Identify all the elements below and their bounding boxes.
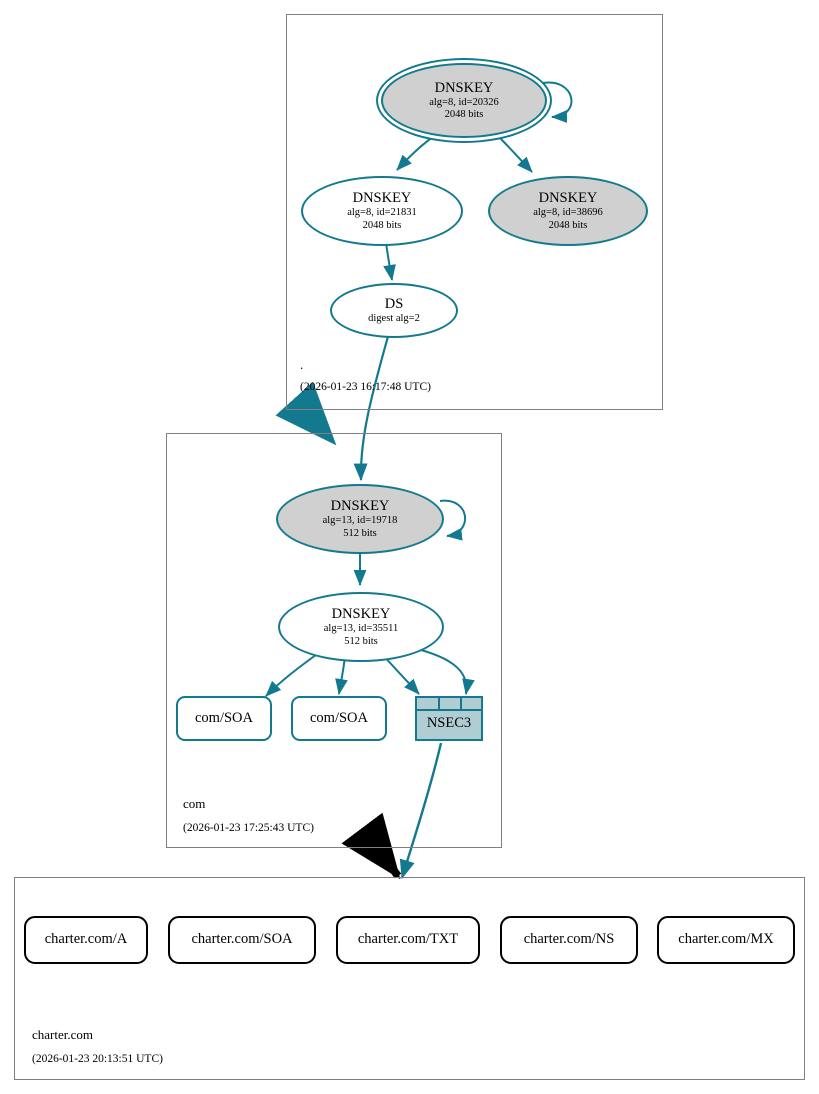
node-title: charter.com/TXT (357, 931, 459, 948)
node-subtitle: alg=8, id=20326 (429, 96, 499, 108)
node-subtitle: alg=13, id=19718 (322, 515, 398, 527)
node-keysize: 2048 bits (362, 219, 402, 231)
node-rrset-charter-txt[interactable] (336, 916, 480, 964)
node-dnskey-com-ksk-19718[interactable] (276, 484, 444, 554)
node-keysize: 2048 bits (444, 109, 484, 121)
node-rrset-com-soa-1[interactable] (176, 696, 272, 741)
node-title: charter.com/A (44, 931, 128, 948)
node-title: charter.com/MX (678, 931, 774, 948)
node-dnskey-com-zsk-35511[interactable] (278, 592, 444, 662)
zone-date-root: (2026-01-23 16:17:48 UTC) (300, 381, 431, 393)
node-title: charter.com/SOA (191, 931, 293, 948)
node-dnskey-root-zsk-38696[interactable] (488, 176, 648, 246)
node-title: DNSKEY (331, 606, 391, 623)
node-ds-root[interactable] (330, 283, 458, 338)
node-keysize: 512 bits (343, 527, 377, 539)
node-subtitle: alg=13, id=35511 (323, 623, 399, 635)
zone-label-com: com (183, 796, 206, 811)
node-title: NSEC3 (426, 714, 472, 731)
node-title: DS (384, 295, 404, 312)
node-title: com/SOA (195, 709, 253, 726)
node-keysize: 512 bits (344, 635, 378, 647)
node-dnskey-root-ksk-20326[interactable] (381, 63, 547, 138)
zone-date-charter: (2026-01-23 20:13:51 UTC) (32, 1053, 163, 1065)
zone-date-com: (2026-01-23 17:25:43 UTC) (183, 822, 314, 834)
node-rrset-charter-a[interactable] (24, 916, 148, 964)
node-title: charter.com/NS (523, 931, 615, 948)
zone-label-root: . (300, 357, 304, 372)
nsec3-bitmap-strip (417, 698, 481, 711)
node-dnskey-root-zsk-21831[interactable] (301, 176, 463, 246)
edge-com-zone-to-charter-zone (377, 848, 398, 876)
node-title: DNSKEY (352, 190, 412, 207)
node-subtitle: alg=8, id=38696 (533, 207, 603, 219)
zone-label-charter: charter.com (32, 1027, 93, 1042)
zone-box-charter (14, 877, 805, 1080)
node-subtitle: digest alg=2 (368, 312, 420, 324)
node-nsec3-com[interactable] (415, 696, 483, 741)
node-keysize: 2048 bits (548, 219, 588, 231)
node-title: DNSKEY (330, 498, 390, 515)
node-rrset-charter-mx[interactable] (657, 916, 795, 964)
node-subtitle: alg=8, id=21831 (347, 207, 417, 219)
node-title: DNSKEY (434, 79, 494, 96)
node-rrset-charter-soa[interactable] (168, 916, 316, 964)
node-rrset-com-soa-2[interactable] (291, 696, 387, 741)
node-title: com/SOA (310, 709, 368, 726)
node-title: DNSKEY (538, 190, 598, 207)
node-rrset-charter-ns[interactable] (500, 916, 638, 964)
